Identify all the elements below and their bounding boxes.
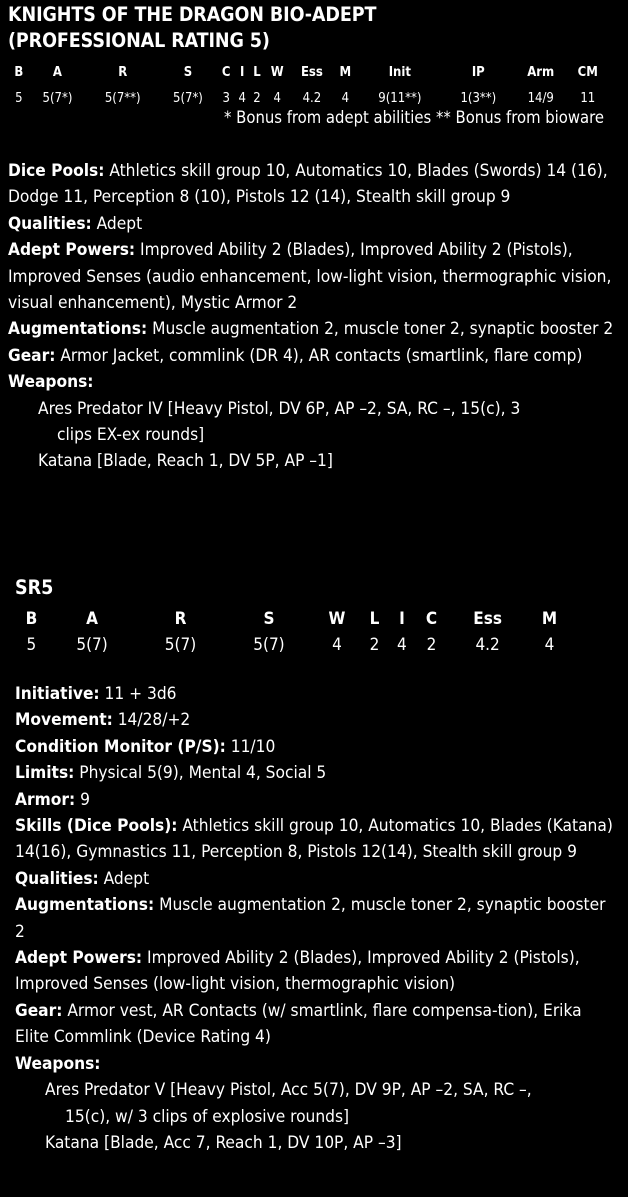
sr5-stat-line [15,998,613,1051]
sr5-stat-table [15,606,571,659]
sr4-stat-text: Adept [91,213,143,234]
sr5-stat-text: Physical 5(9), Mental 4, Social 5 [74,763,327,784]
sr5-stat-line [15,892,613,945]
sr4-stat-line [8,316,620,342]
sr4-stat-line [8,343,620,369]
sr4-stat-value: 4 [273,91,281,107]
sr5-stat-value: 2 [426,635,437,656]
sr4-weapon-entry [8,448,620,474]
sr4-stat-line [8,211,620,237]
sr5-stat-text: 11 + 3d6 [99,684,177,704]
sr5-stat-value: 5(7) [253,635,285,656]
sr4-stat-value: 5(7*) [42,91,73,107]
sr5-stat-label: Weapons: [15,1053,101,1074]
sr4-stat-value: 4 [238,91,246,107]
sr4-stat-header: Arm [527,65,555,80]
sr5-stat-label: Condition Monitor (P/S): [15,736,226,757]
sr4-stat-header: C [221,65,231,80]
sr5-stat-text: Improved Ability 2 (Blades), Improved Ability 2 (Pistols), Improved Senses (low-light vision, thermographic vision) [15,948,580,995]
sr5-stat-label: Adept Powers: [15,948,143,969]
sr5-stat-value: 4 [332,635,342,656]
sr5-stat-line [15,787,613,813]
sr5-stat-value: 2 [369,635,380,656]
sr5-stat-text: Muscle augmentation 2, muscle toner 2, synaptic booster 2 [15,895,606,942]
sr4-stat-value: 2 [253,91,261,107]
sr4-stat-value: 11 [580,91,596,107]
sr4-details [8,158,620,475]
sr4-weapon-entry [8,396,620,449]
sr4-stat-value: 5(7**) [104,91,141,107]
sr4-stat-header: B [14,65,24,80]
sr5-stat-value: 5 [26,635,37,656]
sr4-stat-text: Armor Jacket, commlink (DR 4), AR contacts (smartlink, flare comp) [55,345,583,366]
sr5-stat-text: 9 [75,789,90,810]
sr4-stat-value: 5 [15,91,23,107]
sr5-details [15,681,613,1156]
sr4-stat-value: 3 [222,91,230,107]
sr5-weapon-text: Ares Predator V [Heavy Pistol, Acc 5(7), DV 9P, AP –2, SA, RC –, [45,1080,532,1101]
sr5-weapon-entry [15,1130,613,1156]
sr4-stat-header: A [52,65,62,80]
sr5-stat-header: Ess [473,609,502,629]
sr5-stat-line [15,734,613,760]
sr5-stat-label: Qualities: [15,868,99,889]
sr5-weapon-text: Katana [Blade, Acc 7, Reach 1, DV 10P, AP –3] [45,1132,402,1153]
sr5-stat-line [15,1051,613,1077]
sr4-stat-text: Muscle augmentation 2, muscle toner 2, synaptic booster 2 [147,319,614,340]
sr5-stat-text: Armor vest, AR Contacts (w/ smartlink, flare compensa-tion), Erika Elite Commlink (Device Rating 4) [15,1000,582,1048]
sr4-stat-header: Ess [300,65,323,80]
sr4-stat-header: I [239,65,245,80]
sr4-stat-header: L [253,65,261,80]
sr4-stat-header: S [183,65,193,80]
sr4-stat-line [8,237,620,316]
sr5-stat-label: Initiative: [15,684,100,704]
sr5-stat-value: 4.2 [475,635,500,656]
sr5-stat-line [15,866,613,892]
sr5-stat-value: 5(7) [164,635,197,656]
sr5-stat-value: 4 [397,635,407,656]
title-line-2: (PROFESSIONAL RATING 5) [8,29,270,52]
sr4-stat-header: Init [388,65,411,80]
sr5-stat-label: Skills (Dice Pools): [15,816,178,837]
sr5-weapon-text-cont: 15(c), w/ 3 clips of explosive rounds] [65,1106,350,1127]
sr5-stat-value: 4 [544,635,555,656]
page-title [8,2,376,54]
sr4-stat-value: 4.2 [302,91,322,107]
sr4-stat-label: Augmentations: [8,319,148,340]
sr4-stat-header: M [339,65,352,80]
sr5-stat-label: Limits: [15,763,75,784]
sr4-stat-text: Athletics skill group 10, Automatics 10, Blades (Swords) 14 (16), Dodge 11, Perception 8 (10), Pistols 12 (14), Stealth skill group 9 [8,161,608,208]
sr4-stat-header: R [118,65,128,80]
sr4-stat-label: Qualities: [8,213,92,234]
sr5-stat-header: A [86,609,98,629]
sr4-stat-table [10,60,608,113]
sr4-stat-label: Weapons: [8,372,94,393]
sr5-weapon-entry [15,1077,613,1130]
sr4-stat-line [8,369,620,395]
sr5-stat-line [15,945,613,998]
sr5-stat-label: Augmentations: [15,895,155,916]
sr5-stat-line [15,760,613,786]
sr4-stat-line [8,158,620,211]
sr5-stat-header: S [263,609,275,629]
sr5-stat-header: I [399,609,405,629]
sr4-stat-text: Improved Ability 2 (Blades), Improved Ability 2 (Pistols), Improved Senses (audio enhancement, low-light vision, thermographic vision, visual enhancement), Mystic Armor 2 [8,240,612,314]
sr5-stat-label: Movement: [15,710,113,731]
sr4-stat-label: Dice Pools: [8,161,105,181]
sr4-stat-value: 1(3**) [460,91,497,107]
sr4-stat-header: CM [577,65,598,80]
sr4-stat-value: 9(11**) [378,91,422,107]
sr5-stat-value: 5(7) [76,635,108,656]
sr4-stat-header: IP [471,65,485,80]
sr5-stat-text: 11/10 [225,736,276,757]
sr5-stat-header: C [425,609,438,629]
sr5-stat-text: 14/28/+2 [112,710,191,731]
sr5-stat-label: Gear: [15,1000,63,1021]
title-line-1: KNIGHTS OF THE DRAGON BIO-ADEPT [8,3,377,26]
sr4-footnote: * Bonus from adept abilities ** Bonus from bioware [224,108,604,127]
sr5-stat-header: B [25,609,38,629]
sr5-stat-text: Athletics skill group 10, Automatics 10, Blades (Katana) 14(16), Gymnastics 11, Perception 8, Pistols 12(14), Stealth skill group 9 [15,816,613,863]
sr5-stat-line [15,681,613,707]
sr4-weapon-text: Ares Predator IV [Heavy Pistol, DV 6P, AP –2, SA, RC –, 15(c), 3 [38,398,521,419]
sr5-stat-line [15,813,613,866]
sr4-stat-value: 5(7*) [173,91,203,107]
sr5-title: SR5 [15,576,54,599]
sr5-stat-text: Adept [98,868,150,889]
sr4-weapon-text-cont: clips EX-ex rounds] [57,425,205,446]
sr4-stat-header: W [270,65,284,80]
sr5-stat-header: R [174,609,187,629]
sr5-stat-header: L [369,609,380,629]
sr4-stat-value: 14/9 [527,91,554,107]
sr4-stat-label: Adept Powers: [8,240,136,261]
sr5-stat-header: M [541,609,558,629]
sr5-stat-header: W [328,609,346,629]
sr4-stat-value: 4 [341,91,350,107]
sr4-stat-label: Gear: [8,345,56,366]
sr4-weapon-text: Katana [Blade, Reach 1, DV 5P, AP –1] [38,451,333,472]
sr5-stat-label: Armor: [15,789,76,810]
sr5-stat-line [15,707,613,733]
